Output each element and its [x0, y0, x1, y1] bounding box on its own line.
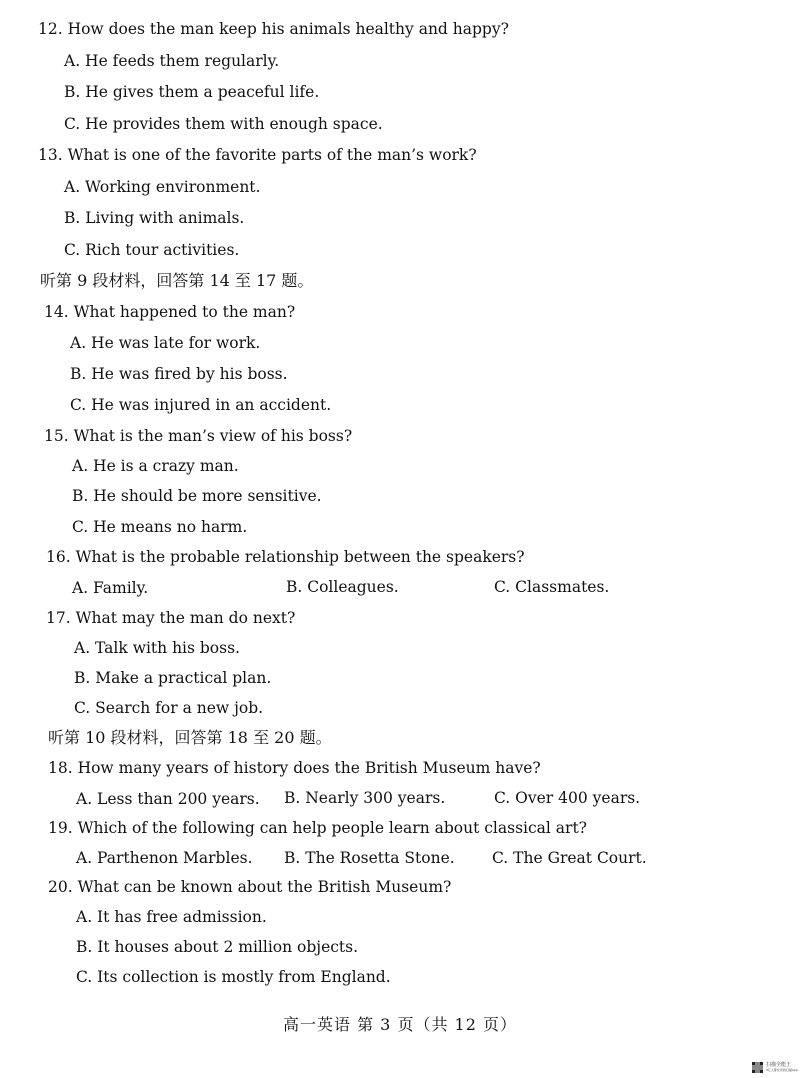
question-13: 13. What is one of the favorite parts of the man’s work?	[38, 146, 477, 164]
option-19c: C. The Great Court.	[492, 849, 647, 867]
option-18a: A. Less than 200 years.	[76, 790, 260, 808]
option-16c: C. Classmates.	[494, 578, 610, 596]
option-13a: A. Working environment.	[64, 178, 261, 196]
question-18: 18. How many years of history does the British Museum have?	[48, 759, 541, 777]
option-14a: A. He was late for work.	[70, 334, 261, 352]
option-20b: B. It houses about 2 million objects.	[76, 938, 359, 956]
option-20a: A. It has free admission.	[76, 908, 267, 926]
question-19: 19. Which of the following can help people learn about classical art?	[48, 819, 587, 837]
section-heading-9: 听第 9 段材料，回答第 14 至 17 题。	[40, 271, 314, 290]
question-20: 20. What can be known about the British Museum?	[48, 878, 452, 896]
option-17b: B. Make a practical plan.	[74, 669, 272, 687]
page-footer: 高一英语 第 3 页（共 12 页）	[283, 1015, 517, 1034]
option-15c: C. He means no harm.	[72, 518, 248, 536]
scanner-brand-tagline: 3亿人都在用的扫描App	[766, 1068, 798, 1072]
option-12c: C. He provides them with enough space.	[64, 115, 383, 133]
option-18b: B. Nearly 300 years.	[284, 789, 446, 807]
option-12b: B. He gives them a peaceful life.	[64, 83, 320, 101]
option-17c: C. Search for a new job.	[74, 699, 264, 717]
question-15: 15. What is the man’s view of his boss?	[44, 427, 353, 445]
option-19b: B. The Rosetta Stone.	[284, 849, 455, 867]
question-16: 16. What is the probable relationship between the speakers?	[46, 548, 525, 566]
scanner-brand-name: 扫描全能王	[766, 1062, 792, 1068]
option-15b: B. He should be more sensitive.	[72, 487, 322, 505]
question-14: 14. What happened to the man?	[44, 303, 296, 321]
option-17a: A. Talk with his boss.	[74, 639, 240, 657]
section-heading-10: 听第 10 段材料，回答第 18 至 20 题。	[48, 728, 332, 747]
option-16b: B. Colleagues.	[286, 578, 399, 596]
option-15a: A. He is a crazy man.	[72, 457, 239, 475]
option-12a: A. He feeds them regularly.	[64, 52, 280, 70]
option-20c: C. Its collection is mostly from England.	[76, 968, 391, 986]
option-14c: C. He was injured in an accident.	[70, 396, 332, 414]
option-14b: B. He was fired by his boss.	[70, 365, 288, 383]
question-17: 17. What may the man do next?	[46, 609, 296, 627]
option-13c: C. Rich tour activities.	[64, 241, 240, 259]
scanner-brand	[766, 1062, 798, 1072]
qr-code-icon	[752, 1062, 763, 1073]
option-18c: C. Over 400 years.	[494, 789, 641, 807]
option-16a: A. Family.	[72, 579, 149, 597]
question-12: 12. How does the man keep his animals healthy and happy?	[38, 20, 509, 38]
option-13b: B. Living with animals.	[64, 209, 245, 227]
option-19a: A. Parthenon Marbles.	[76, 849, 253, 867]
